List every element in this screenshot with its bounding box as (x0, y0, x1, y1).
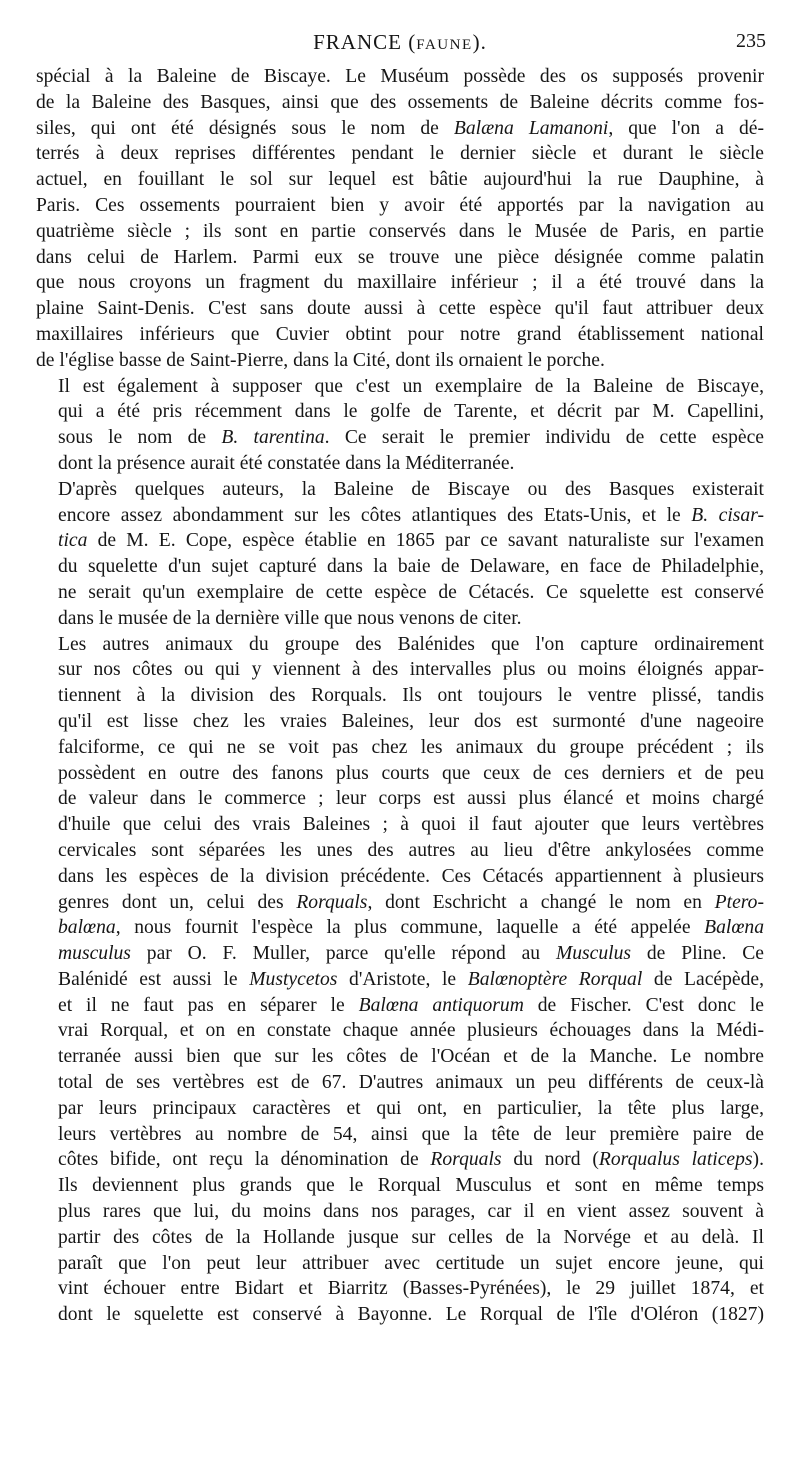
paragraph (36, 632, 764, 1329)
paragraph (36, 374, 764, 477)
text-line: cervicales sont séparées les unes des autres au lieu d'être ankylosées comme (58, 839, 764, 861)
text-line: que nous croyons un fragment du maxillaire inférieur ; il a été trouvé dans la (36, 272, 764, 294)
text-line: plus rares que lui, du moins dans nos parages, car il en vient assez souvent à (58, 1201, 764, 1223)
text-line: par leurs principaux caractères et qui ont, en particulier, la tête plus large, (58, 1097, 764, 1119)
text-line: sous le nom de B. tarentina. Ce serait le premier individu de cette espèce (58, 427, 765, 449)
text-line: terrés à deux reprises différentes pendant le dernier siècle et durant le siècle (36, 143, 764, 165)
text-line: et il ne faut pas en séparer le Balœna antiquorum de Fischer. C'est donc le (58, 994, 764, 1016)
text-line: total de ses vertèbres est de 67. D'autres animaux un peu différents de ceux-là (58, 1072, 764, 1094)
text-line: du squelette d'un sujet capturé dans la baie de Delaware, en face de Philadelphie, (58, 556, 764, 578)
text-line: Il est également à supposer que c'est un exemplaire de la Baleine de Biscaye, (58, 375, 764, 397)
running-head-close: ). (472, 30, 487, 54)
page-number: 235 (736, 30, 766, 52)
text-line: siles, qui ont été désignés sous le nom de Balæna Lamanoni, que l'on a dé- (36, 117, 764, 139)
text-line: de la Baleine des Basques, ainsi que des ossements de Baleine décrits comme fos- (36, 91, 764, 113)
text-line: dont la présence aurait été constatée dans la Méditerranée. (58, 452, 515, 474)
text-line: maxillaires inférieurs que Cuvier obtint pour notre grand établissement national (36, 323, 764, 345)
text-line: spécial à la Baleine de Biscaye. Le Muséum possède des os supposés provenir (36, 66, 764, 87)
text-line: leurs vertèbres au nombre de 54, ainsi que la tête de leur première paire de (58, 1123, 764, 1145)
text-line: qu'il est lisse chez les vraies Baleines, leur dos est surmonté d'une nageoire (58, 710, 764, 732)
running-head (34, 30, 766, 55)
text-line: dans celui de Harlem. Parmi eux se trouve une pièce désignée comme palatin (36, 246, 764, 268)
text-line: de l'église basse de Saint-Pierre, dans la Cité, dont ils ornaient le porche. (36, 349, 605, 371)
text-line: Balénidé est aussi le Mustycetos d'Aristote, le Balœnoptère Rorqual de Lacépède, (58, 968, 764, 990)
text-line: vint échouer entre Bidart et Biarritz (Basses-Pyrénées), le 29 juillet 1874, et (58, 1278, 764, 1300)
text-line: falciforme, ce qui ne se voit pas chez les animaux du groupe précédent ; ils (58, 736, 764, 758)
text-line: tiennent à la division des Rorquals. Ils ont toujours le ventre plissé, tandis (58, 685, 764, 707)
text-line: possèdent en outre des fanons plus courts que ceux de ces derniers et de peu (58, 762, 764, 784)
text-line: tica de M. E. Cope, espèce établie en 1865 par ce savant naturaliste sur l'examen (58, 530, 764, 552)
text-line: encore assez abondamment sur les côtes atlantiques des Etats-Unis, et le B. cisar- (58, 504, 764, 526)
paragraph (36, 477, 764, 632)
running-head-subtitle: FAUNE (416, 37, 473, 53)
text-line: musculus par O. F. Muller, parce qu'elle répond au Musculus de Pline. Ce (58, 943, 764, 965)
text-line: dans les espèces de la division précédente. Ces Cétacés appartiennent à plusieurs (58, 865, 764, 887)
text-line: paraît que l'on peut leur attribuer avec certitude un sujet encore jeune, qui (58, 1252, 764, 1274)
text-line: Paris. Ces ossements pourraient bien y avoir été apportés par la navigation au (36, 194, 764, 216)
text-line: genres dont un, celui des Rorquals, dont Eschricht a changé le nom en Ptero- (58, 891, 764, 913)
text-line: de valeur dans le commerce ; leur corps est aussi plus élancé et moins chargé (58, 788, 764, 810)
text-line: qui a été pris récemment dans le golfe de Tarente, et décrit par M. Capellini, (58, 401, 764, 423)
text-line: dans le musée de la dernière ville que nous venons de citer. (58, 607, 522, 629)
text-line: balœna, nous fournit l'espèce la plus commune, laquelle a été appelée Balœna (58, 917, 764, 939)
text-line: sur nos côtes ou qui y viennent à des intervalles plus ou moins éloignés appar- (58, 659, 764, 681)
text-line: actuel, en fouillant le sol sur lequel est bâtie aujourd'hui la rue Dauphine, à (36, 169, 764, 191)
body-text (36, 64, 764, 1328)
text-line: D'après quelques auteurs, la Baleine de Biscaye ou des Basques existerait (58, 478, 764, 500)
text-line: vrai Rorqual, et on en constate chaque année plusieurs échouages dans la Médi- (58, 1020, 764, 1042)
text-line: ne serait qu'un exemplaire de cette espèce de Cétacés. Ce squelette est conservé (58, 581, 764, 603)
page-header (34, 24, 766, 58)
text-line: quatrième siècle ; ils sont en partie conservés dans le Musée de Paris, en partie (36, 220, 764, 242)
text-line: Les autres animaux du groupe des Balénides que l'on capture ordinairement (58, 633, 764, 655)
paragraph (36, 64, 764, 374)
text-line: dont le squelette est conservé à Bayonne. Le Rorqual de l'île d'Oléron (1827) (58, 1304, 764, 1326)
text-line: terranée aussi bien que sur les côtes de l'Océan et de la Manche. Le nombre (58, 1046, 764, 1068)
text-line: d'huile que celui des vrais Baleines ; à quoi il faut ajouter que leurs vertèbres (58, 814, 764, 836)
text-line: côtes bifide, ont reçu la dénomination de Rorquals du nord (Rorqualus laticeps). (58, 1149, 764, 1171)
text-line: plaine Saint-Denis. C'est sans doute aussi à cette espèce qu'il faut attribuer deux (36, 298, 764, 320)
running-head-title: FRANCE ( (313, 30, 417, 54)
text-line: partir des côtes de la Hollande jusque sur celles de la Norvége et au delà. Il (58, 1226, 764, 1248)
text-line: Ils deviennent plus grands que le Rorqual Musculus et sont en même temps (58, 1175, 764, 1197)
